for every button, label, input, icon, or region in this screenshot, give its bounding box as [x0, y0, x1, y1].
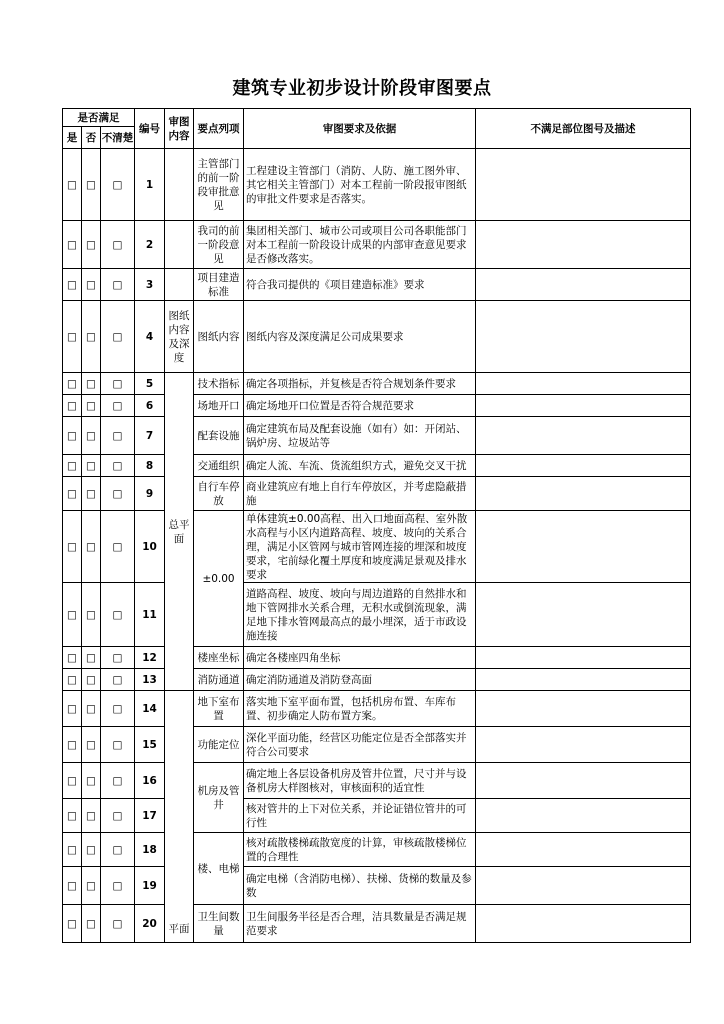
checkbox-unclear[interactable]: □ [101, 669, 135, 691]
header-row-1 [63, 109, 691, 127]
category-drawing-content: 图纸内容及深度 [165, 301, 194, 373]
item-label: 自行车停放 [194, 477, 244, 511]
checkbox-yes[interactable]: □ [63, 455, 82, 477]
checkbox-unclear[interactable]: □ [101, 301, 135, 373]
item-label: 楼座坐标 [194, 647, 244, 669]
checkbox-yes[interactable]: □ [63, 417, 82, 455]
row-number: 3 [135, 269, 165, 301]
category-site-plan: 总平面 [165, 373, 194, 691]
header-unclear: 不清楚 [101, 127, 135, 149]
deficiency-input[interactable] [476, 417, 691, 455]
checkbox-yes[interactable]: □ [63, 395, 82, 417]
checkbox-no[interactable]: □ [82, 583, 101, 647]
row-number: 13 [135, 669, 165, 691]
checkbox-yes[interactable]: □ [63, 727, 82, 763]
checkbox-no[interactable]: □ [82, 455, 101, 477]
checkbox-no[interactable]: □ [82, 691, 101, 727]
checkbox-yes[interactable]: □ [63, 799, 82, 833]
deficiency-input[interactable] [476, 149, 691, 221]
requirement-text: 确定场地开口位置是否符合规范要求 [244, 395, 476, 417]
table-row [63, 691, 691, 727]
deficiency-input[interactable] [476, 221, 691, 269]
deficiency-input[interactable] [476, 455, 691, 477]
checkbox-yes[interactable]: □ [63, 669, 82, 691]
row-number: 12 [135, 647, 165, 669]
requirement-text: 核对管井的上下对位关系，并论证错位管井的可行性 [244, 799, 476, 833]
requirement-text: 集团相关部门、城市公司或项目公司各职能部门对本工程前一阶段设计成果的内部审查意见要求是否修改落实。 [244, 221, 476, 269]
row-number: 2 [135, 221, 165, 269]
requirement-text: 确定电梯（含消防电梯）、扶梯、货梯的数量及参数 [244, 867, 476, 905]
table-row [63, 905, 691, 943]
checkbox-no[interactable]: □ [82, 395, 101, 417]
checkbox-yes[interactable]: □ [63, 833, 82, 867]
header-number: 编号 [135, 109, 165, 149]
requirement-text: 符合我司提供的《项目建造标准》要求 [244, 269, 476, 301]
checkbox-no[interactable]: □ [82, 833, 101, 867]
requirement-text: 道路高程、坡度、坡向与周边道路的自然排水和地下管网排水关系合理，无积水或倒流现象，满足地下排水管网最高点的最小埋深，适于市政设施连接 [244, 583, 476, 647]
checkbox-no[interactable]: □ [82, 647, 101, 669]
checkbox-no[interactable]: □ [82, 669, 101, 691]
table-row [63, 477, 691, 511]
row-number: 6 [135, 395, 165, 417]
row-number: 17 [135, 799, 165, 833]
row-number: 19 [135, 867, 165, 905]
deficiency-input[interactable] [476, 833, 691, 867]
table-row [63, 669, 691, 691]
checkbox-yes[interactable]: □ [63, 691, 82, 727]
checkbox-no[interactable]: □ [82, 905, 101, 943]
requirement-text: 深化平面功能，经营区功能定位是否全部落实并符合公司要求 [244, 727, 476, 763]
requirement-text: 核对疏散楼梯疏散宽度的计算，审核疏散楼梯位置的合理性 [244, 833, 476, 867]
deficiency-input[interactable] [476, 477, 691, 511]
item-label: 卫生间数量 [194, 905, 244, 943]
deficiency-input[interactable] [476, 511, 691, 583]
checkbox-no[interactable]: □ [82, 149, 101, 221]
deficiency-input[interactable] [476, 395, 691, 417]
checkbox-unclear[interactable]: □ [101, 583, 135, 647]
checkbox-unclear[interactable]: □ [101, 763, 135, 799]
checkbox-no[interactable]: □ [82, 867, 101, 905]
category-empty [165, 221, 194, 269]
row-number: 18 [135, 833, 165, 867]
table-row [63, 149, 691, 221]
checkbox-yes[interactable]: □ [63, 583, 82, 647]
item-label: 机房及管井 [194, 763, 244, 833]
checkbox-yes[interactable]: □ [63, 221, 82, 269]
deficiency-input[interactable] [476, 799, 691, 833]
deficiency-input[interactable] [476, 301, 691, 373]
requirement-text: 确定人流、车流、货流组织方式，避免交叉干扰 [244, 455, 476, 477]
item-label: 地下室布置 [194, 691, 244, 727]
item-label: 场地开口 [194, 395, 244, 417]
checkbox-unclear[interactable]: □ [101, 727, 135, 763]
deficiency-input[interactable] [476, 763, 691, 799]
checkbox-yes[interactable]: □ [63, 511, 82, 583]
checkbox-unclear[interactable]: □ [101, 455, 135, 477]
page-title: 建筑专业初步设计阶段审图要点 [232, 78, 492, 99]
item-label: 交通组织 [194, 455, 244, 477]
checkbox-no[interactable]: □ [82, 221, 101, 269]
requirement-text: 落实地下室平面布置，包括机房布置、车库布置、初步确定人防布置方案。 [244, 691, 476, 727]
checkbox-unclear[interactable]: □ [101, 647, 135, 669]
checkbox-yes[interactable]: □ [63, 647, 82, 669]
header-yes: 是 [63, 127, 82, 149]
checkbox-unclear[interactable]: □ [101, 833, 135, 867]
checkbox-unclear[interactable]: □ [101, 395, 135, 417]
table-row [63, 417, 691, 455]
checkbox-unclear[interactable]: □ [101, 867, 135, 905]
item-label: 主管部门的前一阶段审批意见 [194, 149, 244, 221]
requirement-text: 卫生间服务半径是否合理，洁具数量是否满足规范要求 [244, 905, 476, 943]
header-satisfied: 是否满足 [63, 109, 135, 127]
checkbox-no[interactable]: □ [82, 727, 101, 763]
header-review-content: 审图内容 [165, 109, 194, 149]
checkbox-yes[interactable]: □ [63, 149, 82, 221]
requirement-text: 图纸内容及深度满足公司成果要求 [244, 301, 476, 373]
requirement-text: 商业建筑应有地上自行车停放区，并考虑隐蔽措施 [244, 477, 476, 511]
item-label: ±0.00 [194, 511, 244, 647]
checkbox-no[interactable]: □ [82, 511, 101, 583]
header-requirement: 审图要求及依据 [244, 109, 476, 149]
checkbox-no[interactable]: □ [82, 477, 101, 511]
category-empty [165, 269, 194, 301]
row-number: 8 [135, 455, 165, 477]
category-floor-plan: 平面 [165, 691, 194, 943]
checkbox-no[interactable]: □ [82, 373, 101, 395]
review-table [62, 108, 691, 943]
item-label: 楼、电梯 [194, 833, 244, 905]
checkbox-unclear[interactable]: □ [101, 905, 135, 943]
row-number: 4 [135, 301, 165, 373]
checkbox-unclear[interactable]: □ [101, 269, 135, 301]
checkbox-unclear[interactable]: □ [101, 221, 135, 269]
checkbox-yes[interactable]: □ [63, 477, 82, 511]
deficiency-input[interactable] [476, 583, 691, 647]
table-row [63, 799, 691, 833]
row-number: 16 [135, 763, 165, 799]
requirement-text: 确定建筑布局及配套设施（如有）如：开闭站、锅炉房、垃圾站等 [244, 417, 476, 455]
requirement-text: 确定各项指标，并复核是否符合规划条件要求 [244, 373, 476, 395]
requirement-text: 工程建设主管部门（消防、人防、施工图外审、其它相关主管部门）对本工程前一阶段报审图纸的审批文件要求是否落实。 [244, 149, 476, 221]
row-number: 15 [135, 727, 165, 763]
requirement-text: 单体建筑±0.00高程、出入口地面高程、室外散水高程与小区内道路高程、坡度、坡向的关系合理，满足小区管网与城市管网连接的埋深和坡度要求，宅前绿化覆土厚度和坡度满足景观及排水要求 [244, 511, 476, 583]
header-no: 否 [82, 127, 101, 149]
checkbox-no[interactable]: □ [82, 763, 101, 799]
row-number: 1 [135, 149, 165, 221]
row-number: 10 [135, 511, 165, 583]
header-deficiency: 不满足部位图号及描述 [476, 109, 691, 149]
checkbox-unclear[interactable]: □ [101, 799, 135, 833]
checkbox-yes[interactable]: □ [63, 269, 82, 301]
header-item: 要点列项 [194, 109, 244, 149]
table-row [63, 583, 691, 647]
deficiency-input[interactable] [476, 269, 691, 301]
table-row [63, 455, 691, 477]
checkbox-unclear[interactable]: □ [101, 477, 135, 511]
item-label: 图纸内容 [194, 301, 244, 373]
checkbox-no[interactable]: □ [82, 417, 101, 455]
item-label: 我司的前一阶段意见 [194, 221, 244, 269]
row-number: 20 [135, 905, 165, 943]
row-number: 11 [135, 583, 165, 647]
checkbox-yes[interactable]: □ [63, 867, 82, 905]
table-row [63, 833, 691, 867]
row-number: 14 [135, 691, 165, 727]
checkbox-unclear[interactable]: □ [101, 373, 135, 395]
deficiency-input[interactable] [476, 669, 691, 691]
item-label: 技术指标 [194, 373, 244, 395]
item-label: 功能定位 [194, 727, 244, 763]
table-row [63, 221, 691, 269]
checkbox-yes[interactable]: □ [63, 905, 82, 943]
checkbox-no[interactable]: □ [82, 269, 101, 301]
item-label: 配套设施 [194, 417, 244, 455]
checkbox-yes[interactable]: □ [63, 373, 82, 395]
table-row [63, 511, 691, 583]
category-empty [165, 149, 194, 221]
row-number: 9 [135, 477, 165, 511]
deficiency-input[interactable] [476, 373, 691, 395]
table-row [63, 269, 691, 301]
deficiency-input[interactable] [476, 867, 691, 905]
checkbox-unclear[interactable]: □ [101, 149, 135, 221]
row-number: 5 [135, 373, 165, 395]
table-row [63, 727, 691, 763]
checkbox-no[interactable]: □ [82, 799, 101, 833]
table-row [63, 867, 691, 905]
requirement-text: 确定消防通道及消防登高面 [244, 669, 476, 691]
item-label: 项目建造标准 [194, 269, 244, 301]
item-label: 消防通道 [194, 669, 244, 691]
deficiency-input[interactable] [476, 647, 691, 669]
deficiency-input[interactable] [476, 905, 691, 943]
table-row [63, 373, 691, 395]
checkbox-yes[interactable]: □ [63, 763, 82, 799]
deficiency-input[interactable] [476, 691, 691, 727]
requirement-text: 确定地上各层设备机房及管井位置，尺寸并与设备机房大样图核对，审核面积的适宜性 [244, 763, 476, 799]
checkbox-unclear[interactable]: □ [101, 417, 135, 455]
deficiency-input[interactable] [476, 727, 691, 763]
row-number: 7 [135, 417, 165, 455]
checkbox-unclear[interactable]: □ [101, 511, 135, 583]
checkbox-yes[interactable]: □ [63, 301, 82, 373]
table-row [63, 395, 691, 417]
table-row [63, 301, 691, 373]
table-row [63, 763, 691, 799]
checkbox-unclear[interactable]: □ [101, 691, 135, 727]
checkbox-no[interactable]: □ [82, 301, 101, 373]
requirement-text: 确定各楼座四角坐标 [244, 647, 476, 669]
table-row [63, 647, 691, 669]
